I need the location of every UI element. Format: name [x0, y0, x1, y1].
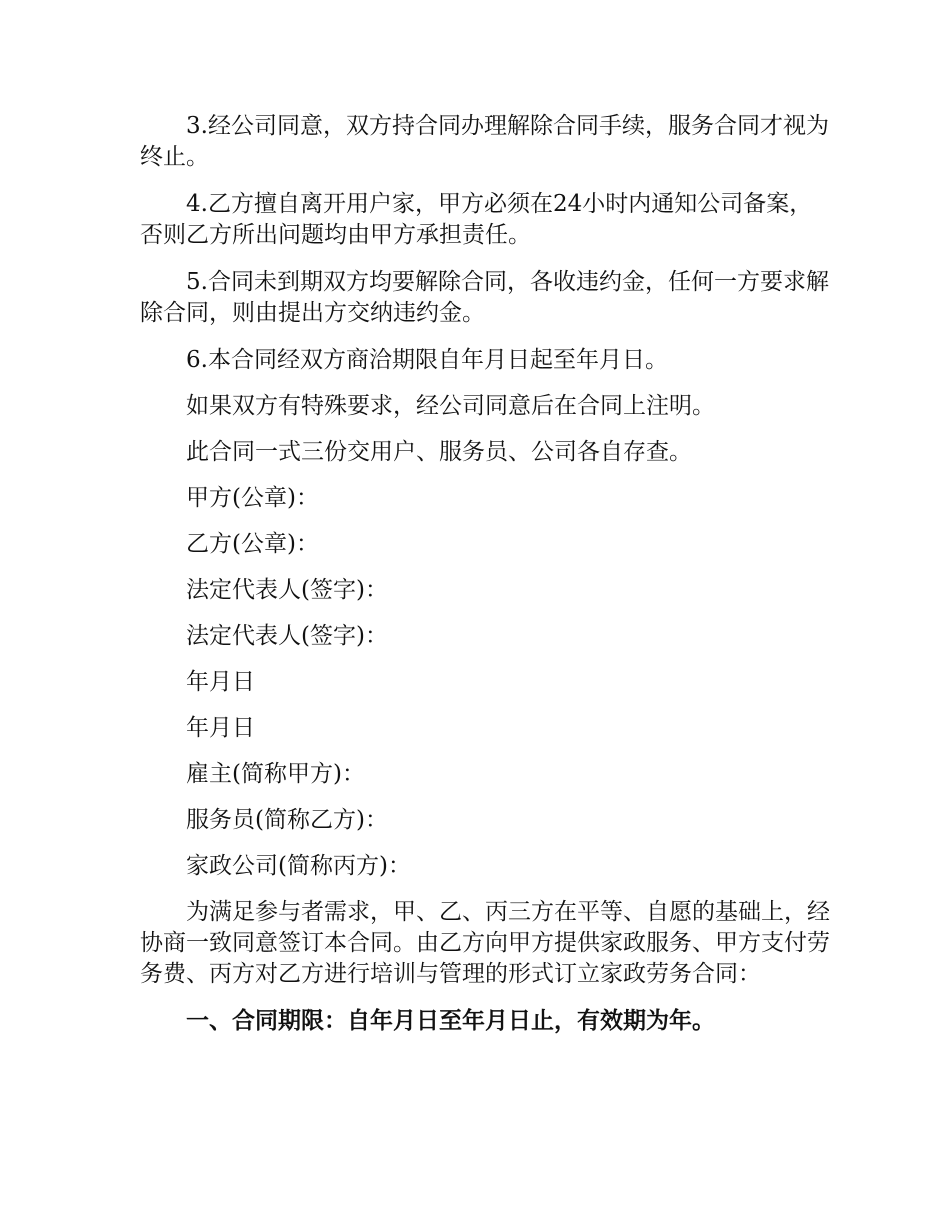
legal-rep-signature-a: 法定代表人(签字)：	[186, 577, 388, 603]
contract-preamble: 为满足参与者需求，甲、乙、丙三方在平等、自愿的基础上，经协商一致同意签订本合同。由乙方向甲方提供家政服务、甲方支付劳务费、丙方对乙方进行培训与管理的形式订立家政劳务合同：	[140, 899, 830, 987]
party-a-seal: 甲方(公章)：	[186, 485, 319, 511]
date-line-b: 年月日	[186, 715, 255, 741]
service-staff-line: 服务员(简称乙方)：	[186, 807, 388, 833]
clause-5: 5.合同未到期双方均要解除合同，各收违约金，任何一方要求解除合同，则由提出方交纳违约金。	[140, 269, 829, 326]
employer-line: 雇主(简称甲方)：	[186, 761, 365, 787]
date-line-a: 年月日	[186, 669, 255, 695]
document-body	[140, 111, 830, 1037]
special-request-note: 如果双方有特殊要求，经公司同意后在合同上注明。	[186, 393, 715, 419]
clause-4: 4.乙方擅自离开用户家，甲方必须在24小时内通知公司备案，否则乙方所出问题均由甲方承担责任。	[140, 191, 813, 248]
clause-3: 3.经公司同意，双方持合同办理解除合同手续，服务合同才视为终止。	[140, 113, 829, 170]
party-b-seal: 乙方(公章)：	[186, 531, 319, 557]
section-heading-contract-term: 一、合同期限：自年月日至年月日止，有效期为年。	[186, 1008, 715, 1034]
copies-note: 此合同一式三份交用户、服务员、公司各自存查。	[186, 439, 692, 465]
clause-6: 6.本合同经双方商洽期限自年月日起至年月日。	[186, 347, 668, 373]
legal-rep-signature-b: 法定代表人(签字)：	[186, 623, 388, 649]
agency-line: 家政公司(简称丙方)：	[186, 853, 411, 879]
